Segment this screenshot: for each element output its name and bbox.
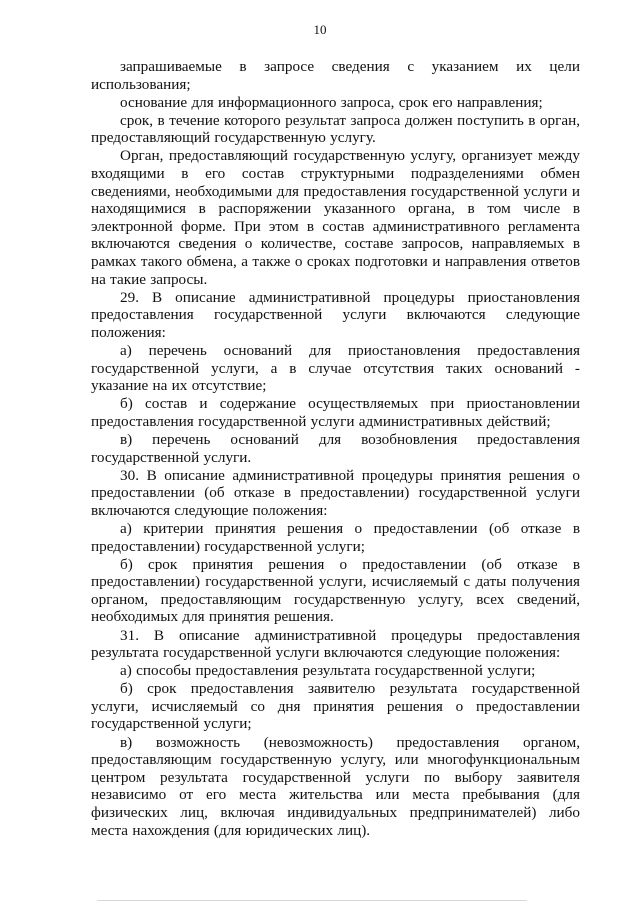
paragraph-item-29-v: в) перечень оснований для возобновления предоставления государственной услуги.: [91, 430, 580, 466]
paragraph-item-30: 30. В описание административной процедуры принятия решения о предоставлении (об отказе в предоставлении) государственной услуги включаются следующие положения:: [91, 466, 580, 519]
paragraph-requested-info: запрашиваемые в запросе сведения с указанием их цели использования;: [91, 58, 580, 93]
paragraph-item-30-a: а) критерии принятия решения о предоставлении (об отказе в предоставлении) государственной услуги;: [91, 519, 580, 555]
paragraph-item-29-a: а) перечень оснований для приостановления предоставления государственной услуги, а в случае отсутствия таких оснований - указание на их отсутствие;: [91, 342, 580, 395]
paragraph-item-29: 29. В описание административной процедуры приостановления предоставления государственной услуги включаются следующие положения:: [91, 288, 580, 341]
paragraph-item-31: 31. В описание административной процедуры предоставления результата государственной услуги включаются следующие положения:: [91, 626, 580, 662]
paragraph-information-exchange: Орган, предоставляющий государственную услугу, организует между входящими в его состав структурными подразделениями обмен сведениями, необходимыми для предоставления государственной услуги и находящимися в распоряжении указанного органа, в том числе в электронной форме. При этом в состав административного регламента включаются сведения о количестве, составе запросов, направляемых в рамках такого обмена, а также о сроках подготовки и направления ответов на такие запросы.: [91, 147, 580, 288]
paragraph-item-31-v: в) возможность (невозможность) предоставления органом, предоставляющим государственную услугу, или многофункциональным центром результата государственной услуги по выбору заявителя независимо от его места жительства или места пребывания (для физических лиц, включая индивидуальных предпринимателей) либо места нахождения (для юридических лиц).: [91, 733, 580, 839]
paragraph-item-31-b: б) срок предоставления заявителю результата государственной услуги, исчисляемый со дня принятия решения о предоставлении государственной услуги;: [91, 680, 580, 733]
page-bottom-rule: [97, 900, 527, 901]
paragraph-item-30-b: б) срок принятия решения о предоставлении (об отказе в предоставлении) государственной услуги, исчисляемый с даты получения органом, предоставляющим государственную услугу, всех сведений, необходимых для принятия решения.: [91, 555, 580, 626]
paragraph-item-29-b: б) состав и содержание осуществляемых при приостановлении предоставления государственной услуги административных действий;: [91, 395, 580, 430]
page-number: 10: [313, 22, 327, 37]
paragraph-request-basis: основание для информационного запроса, срок его направления;: [120, 93, 543, 111]
paragraph-request-deadline: срок, в течение которого результат запроса должен поступить в орган, предоставляющий государственную услугу.: [91, 111, 580, 147]
document-body: [91, 58, 580, 839]
paragraph-item-31-a: а) способы предоставления результата государственной услуги;: [120, 662, 536, 680]
